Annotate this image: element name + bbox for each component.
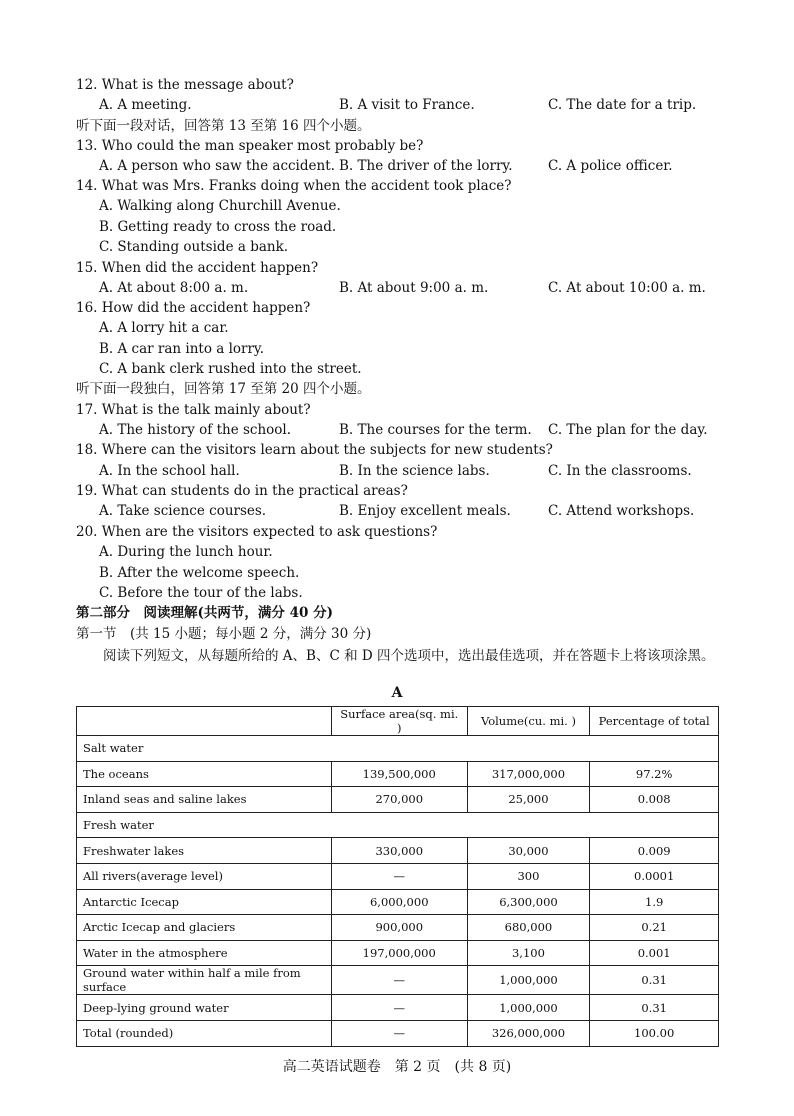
question-14-option-b: B. Getting ready to cross the road. bbox=[99, 219, 337, 235]
table-header-row bbox=[77, 707, 719, 736]
surface-area-cell: 6,000,000 bbox=[331, 889, 467, 915]
question-15-stem: 15. When did the accident happen? bbox=[76, 260, 319, 276]
option-c: C. The plan for the day. bbox=[548, 422, 708, 438]
table-header-blank bbox=[77, 707, 332, 736]
surface-area-cell: — bbox=[331, 995, 467, 1021]
volume-cell: 3,100 bbox=[467, 940, 590, 966]
part2-heading: 第二部分 阅读理解(共两节，满分 40 分) bbox=[76, 605, 333, 621]
option-c: C. At about 10:00 a. m. bbox=[548, 280, 706, 296]
volume-cell: 1,000,000 bbox=[467, 995, 590, 1021]
page-footer: 高二英语试题卷 第 2 页 (共 8 页) bbox=[282, 1059, 512, 1075]
passage-title: A bbox=[391, 685, 403, 701]
question-20-option-c: C. Before the tour of the labs. bbox=[99, 585, 303, 601]
surface-area-cell: — bbox=[331, 1020, 467, 1046]
volume-cell: 317,000,000 bbox=[467, 761, 590, 787]
table-row bbox=[77, 966, 719, 995]
row-label: Deep-lying ground water bbox=[77, 995, 332, 1021]
option-c: C. The date for a trip. bbox=[548, 97, 697, 113]
question-16-option-c: C. A bank clerk rushed into the street. bbox=[99, 361, 362, 377]
reading-instruction: 阅读下列短文，从每题所给的 A、B、C 和 D 四个选项中，选出最佳选项，并在答题卡上将该项涂黑。 bbox=[103, 648, 715, 664]
option-a: A. In the school hall. bbox=[99, 463, 240, 479]
table-header-percentage: Percentage of total bbox=[590, 707, 719, 736]
percentage-cell: 0.001 bbox=[590, 940, 719, 966]
question-14-option-c: C. Standing outside a bank. bbox=[99, 239, 289, 255]
volume-cell: 25,000 bbox=[467, 787, 590, 813]
option-b: B. In the science labs. bbox=[339, 463, 490, 479]
option-a: A. A person who saw the accident. bbox=[99, 158, 335, 174]
group-label-salt-water: Salt water bbox=[77, 736, 719, 762]
percentage-cell: 0.31 bbox=[590, 966, 719, 995]
question-19-stem: 19. What can students do in the practical areas? bbox=[76, 483, 408, 499]
question-16-stem: 16. How did the accident happen? bbox=[76, 300, 311, 316]
surface-area-cell: — bbox=[331, 863, 467, 889]
percentage-cell: 0.008 bbox=[590, 787, 719, 813]
table-row bbox=[77, 761, 719, 787]
table-row bbox=[77, 940, 719, 966]
water-distribution-table bbox=[76, 706, 719, 1047]
option-c: C. Attend workshops. bbox=[548, 503, 695, 519]
group-label-fresh-water: Fresh water bbox=[77, 812, 719, 838]
row-label: Arctic Icecap and glaciers bbox=[77, 915, 332, 941]
option-b: B. The courses for the term. bbox=[339, 422, 532, 438]
table-group-row bbox=[77, 812, 719, 838]
question-14-option-a: A. Walking along Churchill Avenue. bbox=[99, 198, 341, 214]
surface-area-cell: 900,000 bbox=[331, 915, 467, 941]
option-a: A. At about 8:00 a. m. bbox=[99, 280, 249, 296]
surface-area-cell: 197,000,000 bbox=[331, 940, 467, 966]
table-group-row bbox=[77, 736, 719, 762]
volume-cell: 680,000 bbox=[467, 915, 590, 941]
volume-cell: 30,000 bbox=[467, 838, 590, 864]
table-row bbox=[77, 1020, 719, 1046]
question-13-stem: 13. Who could the man speaker most probably be? bbox=[76, 138, 424, 154]
table-row bbox=[77, 787, 719, 813]
row-label: Ground water within half a mile from surface bbox=[77, 966, 332, 995]
option-c: C. A police officer. bbox=[548, 158, 673, 174]
surface-area-cell: — bbox=[331, 966, 467, 995]
surface-area-cell: 330,000 bbox=[331, 838, 467, 864]
option-b: B. A visit to France. bbox=[339, 97, 475, 113]
question-14-stem: 14. What was Mrs. Franks doing when the accident took place? bbox=[76, 178, 512, 194]
percentage-cell: 1.9 bbox=[590, 889, 719, 915]
question-20-stem: 20. When are the visitors expected to ask questions? bbox=[76, 524, 438, 540]
table-row bbox=[77, 863, 719, 889]
question-20-option-a: A. During the lunch hour. bbox=[99, 544, 273, 560]
percentage-cell: 100.00 bbox=[590, 1020, 719, 1046]
table-row bbox=[77, 995, 719, 1021]
table-row bbox=[77, 889, 719, 915]
percentage-cell: 0.31 bbox=[590, 995, 719, 1021]
row-label: Total (rounded) bbox=[77, 1020, 332, 1046]
volume-cell: 1,000,000 bbox=[467, 966, 590, 995]
option-c: C. In the classrooms. bbox=[548, 463, 692, 479]
option-a: A. Take science courses. bbox=[99, 503, 267, 519]
percentage-cell: 0.21 bbox=[590, 915, 719, 941]
volume-cell: 300 bbox=[467, 863, 590, 889]
table-header-volume: Volume(cu. mi. ) bbox=[467, 707, 590, 736]
question-16-option-a: A. A lorry hit a car. bbox=[99, 320, 229, 336]
question-12-stem: 12. What is the message about? bbox=[76, 77, 294, 93]
question-16-option-b: B. A car ran into a lorry. bbox=[99, 341, 265, 357]
row-label: All rivers(average level) bbox=[77, 863, 332, 889]
volume-cell: 326,000,000 bbox=[467, 1020, 590, 1046]
percentage-cell: 97.2% bbox=[590, 761, 719, 787]
section1-heading: 第一节 (共 15 小题；每小题 2 分，满分 30 分) bbox=[76, 626, 372, 642]
question-17-stem: 17. What is the talk mainly about? bbox=[76, 402, 311, 418]
question-18-stem: 18. Where can the visitors learn about the subjects for new students? bbox=[76, 442, 553, 458]
row-label: Inland seas and saline lakes bbox=[77, 787, 332, 813]
question-20-option-b: B. After the welcome speech. bbox=[99, 565, 300, 581]
surface-area-cell: 270,000 bbox=[331, 787, 467, 813]
table-row bbox=[77, 915, 719, 941]
percentage-cell: 0.009 bbox=[590, 838, 719, 864]
option-b: B. Enjoy excellent meals. bbox=[339, 503, 511, 519]
option-b: B. At about 9:00 a. m. bbox=[339, 280, 489, 296]
row-label: The oceans bbox=[77, 761, 332, 787]
surface-area-cell: 139,500,000 bbox=[331, 761, 467, 787]
option-a: A. A meeting. bbox=[99, 97, 192, 113]
instruction-17-20: 听下面一段独白，回答第 17 至第 20 四个小题。 bbox=[76, 381, 371, 397]
table-header-surface-area: Surface area(sq. mi. ) bbox=[331, 707, 467, 736]
table-row bbox=[77, 838, 719, 864]
option-a: A. The history of the school. bbox=[99, 422, 292, 438]
percentage-cell: 0.0001 bbox=[590, 863, 719, 889]
volume-cell: 6,300,000 bbox=[467, 889, 590, 915]
row-label: Water in the atmosphere bbox=[77, 940, 332, 966]
row-label: Freshwater lakes bbox=[77, 838, 332, 864]
option-b: B. The driver of the lorry. bbox=[339, 158, 513, 174]
row-label: Antarctic Icecap bbox=[77, 889, 332, 915]
instruction-13-16: 听下面一段对话，回答第 13 至第 16 四个小题。 bbox=[76, 118, 371, 134]
